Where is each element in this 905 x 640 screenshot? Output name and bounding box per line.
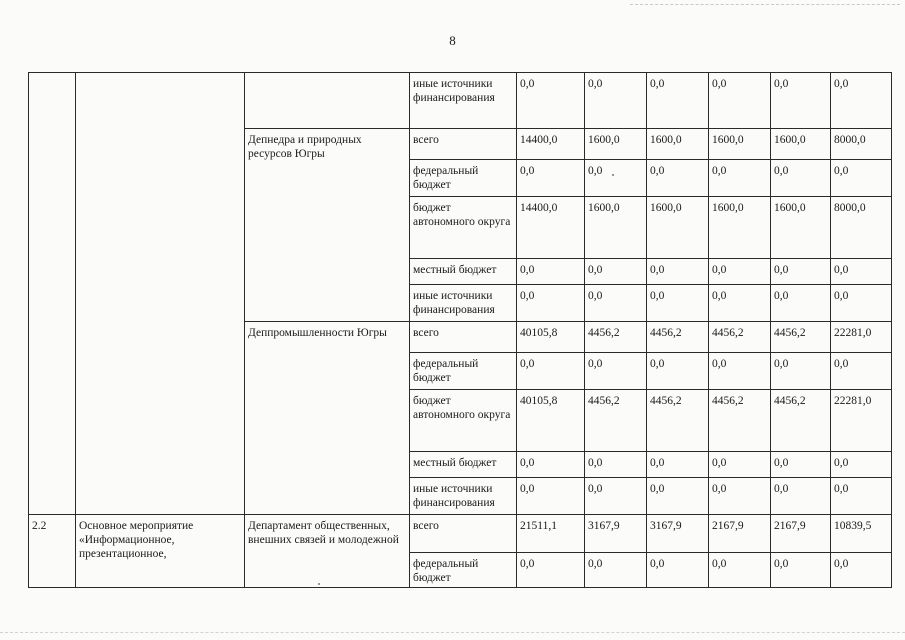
amount-cell: 0,0 [517, 452, 585, 478]
amount-cell: 21511,1 [517, 515, 585, 553]
amount-cell: 1600,0 [585, 197, 647, 259]
amount-cell: 1600,0 [709, 129, 771, 160]
amount-cell: 40105,8 [517, 390, 585, 452]
amount-cell: 0,0 [771, 160, 831, 197]
amount-cell: 0,0 [709, 259, 771, 285]
amount-cell: 0,0 [831, 553, 892, 588]
amount-cell: 0,0 [647, 73, 709, 129]
amount-cell: 0,0 [709, 353, 771, 390]
amount-cell: 0,0 [831, 259, 892, 285]
funding-source-cell: иные источники финансирования [410, 478, 517, 515]
amount-cell: 0,0 [709, 478, 771, 515]
amount-cell: 3167,9 [585, 515, 647, 553]
funding-source-cell: иные источники финансирования [410, 73, 517, 129]
amount-cell: 1600,0 [585, 129, 647, 160]
amount-cell: 0,0 [771, 478, 831, 515]
amount-cell: 2167,9 [709, 515, 771, 553]
amount-cell: 0,0 [647, 478, 709, 515]
executor-cell: Деппромышленности Югры [245, 322, 410, 515]
amount-cell: 1600,0 [771, 197, 831, 259]
amount-cell: 0,0 [709, 553, 771, 588]
amount-cell: 0,0 [771, 353, 831, 390]
amount-cell: 0,0 [585, 259, 647, 285]
executor-cell [245, 73, 410, 129]
amount-cell: 4456,2 [709, 390, 771, 452]
amount-cell: 0,0 [831, 73, 892, 129]
amount-cell: 1600,0 [647, 129, 709, 160]
amount-cell: 0,0 [517, 353, 585, 390]
amount-cell: 0,0 [709, 73, 771, 129]
amount-cell: 8000,0 [831, 197, 892, 259]
amount-cell: 22281,0 [831, 390, 892, 452]
amount-cell: 1600,0 [771, 129, 831, 160]
amount-cell: 0,0 [831, 478, 892, 515]
amount-cell: 2167,9 [771, 515, 831, 553]
funding-source-cell: всего [410, 515, 517, 553]
amount-cell: 0,0 [831, 160, 892, 197]
amount-cell: 0,0 [709, 285, 771, 322]
amount-cell: 3167,9 [647, 515, 709, 553]
amount-cell: 4456,2 [585, 390, 647, 452]
amount-cell: 0,0 [771, 553, 831, 588]
amount-cell: 0,0 [771, 259, 831, 285]
amount-cell: 0,0 [517, 73, 585, 129]
amount-cell: 0,0 [831, 353, 892, 390]
amount-cell: 0,0 [517, 285, 585, 322]
amount-cell: 0,0 [517, 160, 585, 197]
funding-source-cell: иные источники финансирования [410, 285, 517, 322]
measure-cell: Основное мероприятие «Информационное, презентационное, [76, 515, 245, 588]
amount-cell: 0,0 [585, 478, 647, 515]
amount-cell: 0,0 [709, 452, 771, 478]
amount-cell: 0,0 [647, 160, 709, 197]
funding-source-cell: федеральный бюджет [410, 353, 517, 390]
scan-speck [318, 583, 320, 585]
scan-artifact-top [630, 4, 900, 6]
funding-source-cell: бюджет автономного округа [410, 390, 517, 452]
amount-cell: 0,0 [585, 160, 647, 197]
executor-cell: Депнедра и природных ресурсов Югры [245, 129, 410, 322]
amount-cell: 1600,0 [709, 197, 771, 259]
amount-cell: 0,0 [585, 553, 647, 588]
amount-cell: 14400,0 [517, 197, 585, 259]
amount-cell: 0,0 [585, 73, 647, 129]
amount-cell: 0,0 [517, 259, 585, 285]
amount-cell: 1600,0 [647, 197, 709, 259]
table-row [29, 73, 892, 129]
amount-cell: 8000,0 [831, 129, 892, 160]
row-number-cell [29, 73, 76, 515]
amount-cell: 0,0 [585, 452, 647, 478]
funding-source-cell: всего [410, 322, 517, 353]
amount-cell: 4456,2 [647, 390, 709, 452]
amount-cell: 0,0 [647, 353, 709, 390]
amount-cell: 0,0 [709, 160, 771, 197]
page-number: 8 [449, 33, 456, 48]
amount-cell: 4456,2 [709, 322, 771, 353]
amount-cell: 0,0 [647, 259, 709, 285]
amount-cell: 0,0 [517, 478, 585, 515]
scan-artifact-bottom [0, 632, 905, 634]
amount-cell: 0,0 [647, 285, 709, 322]
amount-cell: 0,0 [771, 73, 831, 129]
scan-speck [612, 174, 614, 176]
amount-cell: 40105,8 [517, 322, 585, 353]
amount-cell: 0,0 [585, 353, 647, 390]
funding-source-cell: местный бюджет [410, 452, 517, 478]
amount-cell: 4456,2 [771, 322, 831, 353]
budget-table [28, 72, 892, 588]
amount-cell: 4456,2 [771, 390, 831, 452]
amount-cell: 0,0 [831, 285, 892, 322]
table-row [29, 515, 892, 553]
amount-cell: 0,0 [831, 452, 892, 478]
amount-cell: 10839,5 [831, 515, 892, 553]
amount-cell: 4456,2 [585, 322, 647, 353]
funding-source-cell: федеральный бюджет [410, 553, 517, 588]
amount-cell: 0,0 [517, 553, 585, 588]
funding-source-cell: бюджет автономного округа [410, 197, 517, 259]
funding-source-cell: всего [410, 129, 517, 160]
row-number-cell: 2.2 [29, 515, 76, 588]
funding-source-cell: местный бюджет [410, 259, 517, 285]
funding-source-cell: федеральный бюджет [410, 160, 517, 197]
amount-cell: 0,0 [647, 553, 709, 588]
amount-cell: 0,0 [771, 452, 831, 478]
amount-cell: 0,0 [647, 452, 709, 478]
amount-cell: 0,0 [771, 285, 831, 322]
measure-cell [76, 73, 245, 515]
amount-cell: 14400,0 [517, 129, 585, 160]
executor-cell: Департамент общественных, внешних связей и молодежной [245, 515, 410, 588]
amount-cell: 0,0 [585, 285, 647, 322]
budget-table-body [29, 73, 892, 588]
amount-cell: 22281,0 [831, 322, 892, 353]
amount-cell: 4456,2 [647, 322, 709, 353]
